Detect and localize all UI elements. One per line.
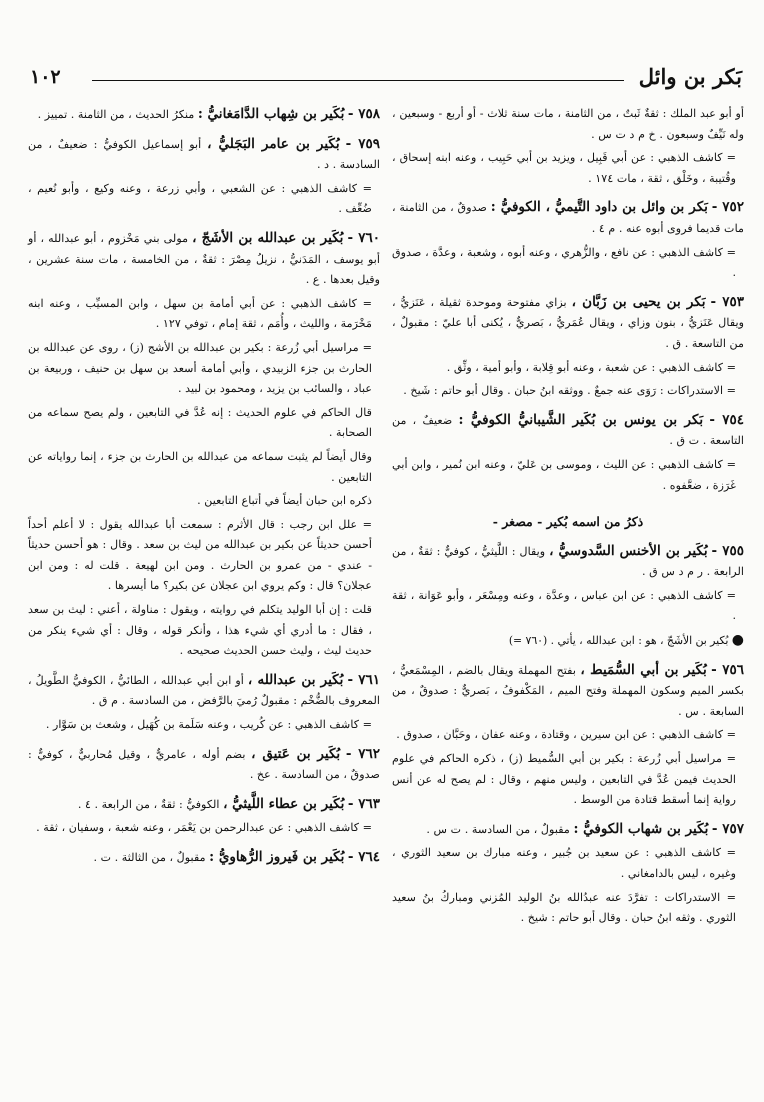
annotation: = كاشف الذهبي : عن ابن سيرين ، وقتادة ، وعنه عفان ، وحَبَّان ، صدوق . — [396, 728, 736, 742]
entry-764 — [28, 847, 380, 869]
entry-name: بُكَير بن شِهاب الدَّامَغانيُّ : — [197, 106, 345, 122]
entry-number: ٧٦١ - — [347, 671, 380, 688]
entry-759 — [28, 134, 380, 176]
entry-number: ٧٦٠ - — [347, 229, 380, 246]
annotation: ذكره ابن حبان أيضاً في أتباع التابعين . — [197, 494, 372, 508]
annotation: = كاشف الذهبي : عن الشعبي ، وأبي زرعة ، وعنه وكيع ، وأبو نُعيم ، ضُعِّف . — [28, 181, 372, 216]
entry-number: ٧٥٨ - — [347, 106, 380, 122]
entry-757 — [392, 819, 744, 841]
entry-text: أو ابن أبي عبدالله ، الطائيُّ ، الكوفيُّ الطَّويلُ ، المعروف بالضُّخْم : مقبولٌ رُميَ بالرَّفض ، من السادسة . م ق . — [28, 673, 380, 708]
entry-text: مقبولٌ ، من السادسة . ت س . — [426, 822, 570, 836]
annotation: = كاشف الذهبي : عن نافع ، والزُّهري ، وعنه أبوه ، وشعبة ، وعدَّة ، صدوق . — [392, 245, 736, 280]
annotation: = كاشف الذهبي : عن كُريب ، وعنه سَلَمة بن كُهَيل ، وشعث بن سَوَّار . — [45, 718, 372, 732]
entry-text: بضم أوله ، عامريٌّ ، وقيل مُحاربيٌّ ، كوفيٌّ : صدوقٌ ، من السادسة . عخ . — [28, 747, 380, 782]
entry-number: ٧٥٢ - — [711, 199, 744, 216]
bullet-icon: ● — [731, 632, 744, 649]
running-title: بَكر بن وائل — [638, 64, 742, 89]
entry-760 — [28, 228, 380, 291]
entry-number: ٧٥٥ - — [711, 542, 744, 559]
entry-752 — [392, 197, 744, 239]
right-column — [392, 104, 744, 932]
entry-756 — [392, 660, 744, 723]
entry-text: بفتح المهملة ويقال بالضم ، المِسْمَعيُّ ، بكسر الميم وسكون المهملة وفتح الميم ، المَكْفوفُ ، بَصريٌّ : صدوقٌ ، من السابعة . س . — [392, 663, 744, 718]
entry-number: ٧٦٢ - — [345, 745, 380, 762]
entry-754 — [392, 410, 744, 452]
page-number: ١٠٢ — [30, 66, 61, 88]
annotation: قلت : إن أبا الوليد يتكلم في روايته ، ويقول : مناولة ، أعني : ليث بن سعد ، فقال : ما أدري أي شيء هذا ، وأنكر قوله ، وقال : أي شيء ينكر من حديث ليث ، وليث حسن الحديث صحيحه . — [28, 603, 372, 658]
annotation: = كاشف الذهبي : عن أبي أمامة بن سهل ، وابن المسيِّب ، وعنه ابنه مَخْرَمة ، والليث ، وأُمَم ، ثقة إمام ، توفي ١٢٧ . — [28, 296, 372, 331]
annotation: = مراسيل أبي زُرعة : بكير بن أبي السُّميط (ز) ، ذكره الحاكم في علوم الحديث فيمن عُدَّ في التابعين ، وليس منهم ، وقال : لم يصح له عن أنس رواية إنما أسقط قتادة من الوسط . — [392, 752, 736, 807]
annotation: = كاشف الذهبي : عن عبدالرحمن بن يَعْمَر ، وعنه شعبة ، وسفيان ، ثقة . — [36, 821, 372, 835]
entry-text: الكوفيُّ : ثقةٌ ، من الرابعة . ٤ . — [77, 797, 220, 811]
entry-name: بُكَير بن عطاء اللَّيثيُّ ، — [223, 795, 345, 812]
annotation: = كاشف الذهبي : عن ابن عباس ، وعدَّة ، وعنه ومِسْعَر ، وأبو عَوَانة ، ثقة . — [392, 588, 736, 623]
annotation: = كاشف الذهبي : عن الليث ، وموسى بن عَليّ ، وعنه ابن نُمير ، وابن أبي غَرَزة ، ضعَّفوه . — [392, 457, 736, 492]
entry-name: بُكَير بن عبدالله بن الأشَجّ ، — [192, 229, 344, 246]
annotation: = كاشف الذهبي : عن شعبة ، وعنه أبو قِلابة ، وأبو أمية ، وثِّق . — [446, 360, 736, 374]
entry-number: ٧٥٦ - — [711, 661, 745, 678]
entry-text: مقبولٌ ، من الثالثة . ت . — [93, 851, 206, 864]
entry-text: أبو إسماعيل الكوفيُّ : ضعيفٌ ، من السادسة . د . — [28, 137, 380, 172]
entry-text: بزاي مفتوحة وموحدة ثقيلة ، عَنَزيُّ ، ويقال عَنَزيُّ ، بنون وزاي ، ويقال عُمَريُّ ، بَصريٌّ ، يُكنى أبا عليّ : مقبولٌ ، من التاسعة . ق . — [392, 295, 744, 350]
entry-text: منكرُ الحديث ، من الثامنة . تمييز . — [37, 108, 195, 121]
entry-755 — [392, 541, 744, 583]
entry-758 — [28, 104, 380, 126]
entry-761 — [28, 670, 380, 712]
entry-753 — [392, 292, 744, 355]
annotation: وقال أيضاً لم يثبت سماعه من عبدالله بن الحارث بن جزء ، إنما رواياته عن التابعين . — [28, 449, 372, 484]
entry-name: بُكَير بن شهاب الكوفيُّ : — [573, 820, 709, 837]
entry-number: ٧٦٤ - — [347, 849, 380, 865]
annotation: = علل ابن رجب : قال الأثرم : سمعت أبا عبدالله يقول : لا أعلم أحداً أحسن حديثاً عن بكير بن عبدالله من ليث بن سعد . وقال : هو أحسن حديثاً - عندي - من عمرو بن الحارث . ومن ابن لهيعة . قلت له : ومن ابن عجلان؟ قال : وكم يروي ابن عجلان عن بكير؟ ما أيسرها . — [28, 517, 372, 593]
entry-name: بَكر بن يحيى بن زَبَّان ، — [571, 293, 706, 310]
header-rule — [92, 80, 624, 81]
entry-text: ويقال : اللَّيثيُّ ، كوفيٌّ : ثقةٌ ، من الرابعة . ر م د س ق . — [392, 544, 744, 579]
entry-name: بُكَير بن عامر البَجَليُّ ، — [207, 135, 340, 152]
entry-text: صدوقٌ ، من الثامنة ، مات قديما فروى أبوه عنه . م ٤ . — [392, 201, 744, 235]
entry-762 — [28, 744, 380, 786]
annotation: = الاستدراكات : رَوَى عنه جمعٌ . ووثقه ابنُ حبان . وقال أبو حاتم : شَيخ . — [403, 384, 736, 398]
continuation-text: أو أبو عبد الملك : ثقةٌ ثَبتٌ ، من الثامنة ، مات سنة ثلاث - أو أربع - وسبعين ، وله نَيِّفٌ وسبعون . خ م د ت س . — [392, 107, 744, 141]
cross-reference-text: بُكير بن الأشَجّ ، هو : ابن عبدالله ، يأتي . (٧٦٠ =) — [508, 634, 729, 648]
left-column — [28, 104, 380, 872]
entry-name: بُكَير بن فَيروز الرُّهاويُّ : — [209, 849, 345, 865]
page-header — [30, 64, 742, 94]
entry-name: بُكَير بن عبدالله ، — [247, 671, 344, 688]
entry-number: ٧٥٤ - — [709, 411, 745, 428]
annotation: = مراسيل أبي زُرعة : بكير بن عبدالله بن الأشج (ز) ، روى عن عبدالله بن الحارث بن جزء الزبيدي ، وأبي أمامة أسعد بن سهل بن حنيف ، وربيعة بن عباد ، والسائب بن يزيد ، ومحمود بن لبيد . — [28, 340, 372, 396]
entry-name: بُكَير بن أبي السُّمَيط ، — [580, 661, 707, 678]
entry-763 — [28, 794, 380, 816]
entry-name: بَكر بن يونس بن بُكَير الشَّيبانيُّ الكوفيُّ : — [458, 411, 704, 428]
entry-number: ٧٥٩ - — [345, 135, 380, 152]
cross-reference — [392, 630, 744, 652]
entry-name: بُكَير بن الأخنس السَّدوسيُّ ، — [549, 542, 708, 559]
entry-text: مولى بني مَخْزوم ، أبو عبدالله ، أو أبو يوسف ، المَدَنيُّ ، نزيلُ مِصْرَ : ثقةٌ ، من الخامسة ، مات سنة عشرين ، وقيل بعدها . ع . — [28, 231, 380, 287]
entry-number: ٧٥٧ - — [711, 820, 744, 837]
entry-number: ٧٥٣ - — [710, 293, 745, 310]
entry-text: ضعيفٌ ، من التاسعة . ت ق . — [392, 413, 744, 448]
entry-number: ٧٦٣ - — [347, 795, 380, 812]
annotation: = كاشف الذهبي : عن أبي قَبِيل ، ويزيد بن أبي حَبِيب ، وعنه ابنه إسحاق ، وقُتيبة ، وخَلْق ، ثقة ، مات ١٧٤ . — [392, 151, 736, 185]
annotation: = كاشف الذهبي : عن سعيد بن جُبير ، وعنه مبارك بن سعيد الثوري ، وغيره ، ليس بالدامغاني . — [392, 846, 736, 880]
entry-name: بَكر بن وائل بن داود التَّيميُّ ، الكوفيُّ : — [490, 199, 708, 216]
annotation: قال الحاكم في علوم الحديث : إنه عُدَّ في التابعين ، ولم يصح سماعه من الصحابة . — [28, 405, 372, 440]
entry-name: بُكَير بن عَتيق ، — [251, 745, 341, 762]
annotation: = الاستدراكات : تفرَّدَ عنه عبدُالله بنُ الوليد المُزني ومباركُ بنُ سعيد الثوري . وثقه ابنُ حبان . وقال أبو حاتم : شيخ . — [392, 890, 736, 925]
section-heading: ذكرُ من اسمه بُكير - مصغر - — [492, 514, 644, 530]
